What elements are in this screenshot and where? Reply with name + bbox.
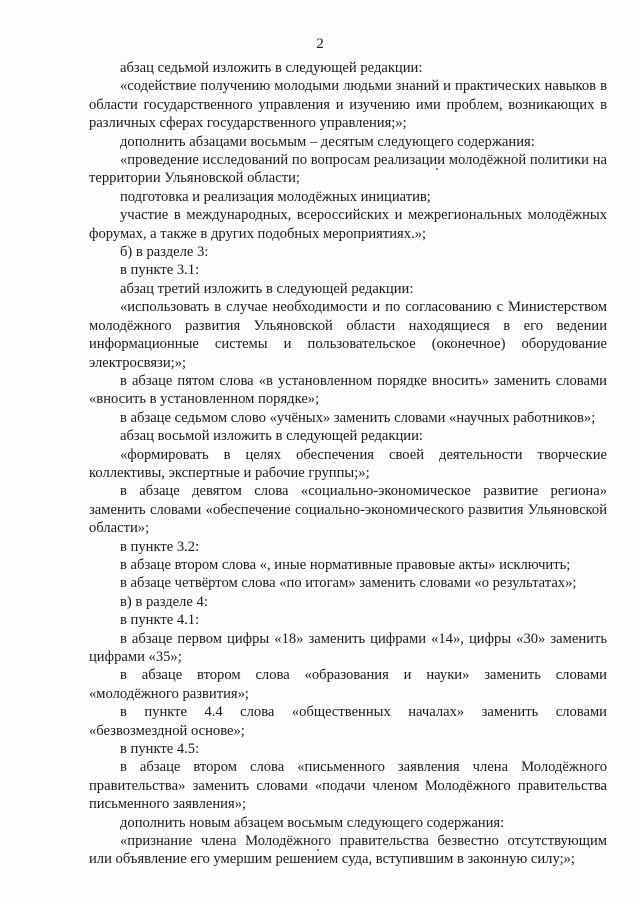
paragraph: «использовать в случае необходимости и по согласованию с Министерством молодёжного развития Ульяновской области находящиеся в его ведении информационные системы и пользовательское (оконечное) оборудование электросвязи;»;	[89, 299, 607, 371]
paragraph: в абзаце втором слова «письменного заявления члена Молодёжного правительства» заменить словами «подачи членом Молодёжного правительства письменного заявления»;	[89, 759, 607, 813]
paragraph: в абзаце пятом слова «в установленном порядке вносить» заменить словами «вносить в установленном порядке»;	[89, 372, 607, 408]
paragraph: в пункте 4.4 слова «общественных началах» заменить словами «безвозмездной основе»;	[89, 704, 607, 739]
document-body	[89, 59, 607, 869]
paragraph: абзац седьмой изложить в следующей редакции:	[120, 60, 423, 76]
paragraph: дополнить абзацами восьмым – десятым следующего содержания:	[120, 133, 535, 150]
paragraph: «проведение исследований по вопросам реализации молодёжной политики на территории Ульяновской области;	[89, 152, 607, 187]
paragraph: абзац третий изложить в следующей редакции:	[120, 280, 414, 297]
paragraph: «признание члена Молодёжного правительства безвестно отсутствующим или объявление его умершим решением суда, вступившим в законную силу;»;	[89, 833, 607, 868]
paragraph: в пункте 3.1:	[120, 262, 200, 279]
paragraph: в пункте 4.5:	[120, 741, 200, 758]
paragraph: в абзаце девятом слова «социально-экономическое развитие региона» заменить словами «обеспечение социально-экономического развития Ульяновской области»;	[89, 483, 607, 537]
paragraph: в абзаце седьмом слово «учёных» заменить словами «научных работников»;	[120, 409, 596, 426]
scan-speck	[436, 168, 438, 170]
paragraph: «формировать в целях обеспечения своей деятельности творческие коллективы, экспертные и рабочие группы;»;	[89, 446, 607, 481]
page-number: 2	[316, 36, 324, 52]
paragraph: в пункте 3.2:	[120, 538, 200, 555]
paragraph: в абзаце втором слова «, иные нормативные правовые акты» исключить;	[120, 556, 571, 573]
paragraph: в абзаце втором слова «образования и науки» заменить словами «молодёжного развития»;	[89, 667, 607, 702]
paragraph: участие в международных, всероссийских и межрегиональных молодёжных форумах, а также в других подобных мероприятиях.»;	[89, 207, 607, 242]
paragraph: «содействие получению молодыми людьми знаний и практических навыков в области государственного управления и изучению ими проблем, возникающих в различных сферах государственного управления;»;	[89, 78, 607, 132]
paragraph: подготовка и реализация молодёжных инициатив;	[120, 188, 431, 205]
paragraph: в абзаце четвёртом слова «по итогам» заменить словами «о результатах»;	[120, 575, 577, 592]
paragraph: в абзаце первом цифры «18» заменить цифрами «14», цифры «30» заменить цифрами «35»;	[89, 630, 607, 665]
paragraph: в) в разделе 4:	[120, 593, 208, 610]
scan-speck	[317, 849, 319, 851]
paragraph: дополнить новым абзацем восьмым следующего содержания:	[120, 814, 505, 831]
paragraph: б) в разделе 3:	[120, 244, 209, 261]
paragraph: абзац восьмой изложить в следующей редакции:	[120, 428, 423, 445]
paragraph: в пункте 4.1:	[120, 612, 200, 629]
